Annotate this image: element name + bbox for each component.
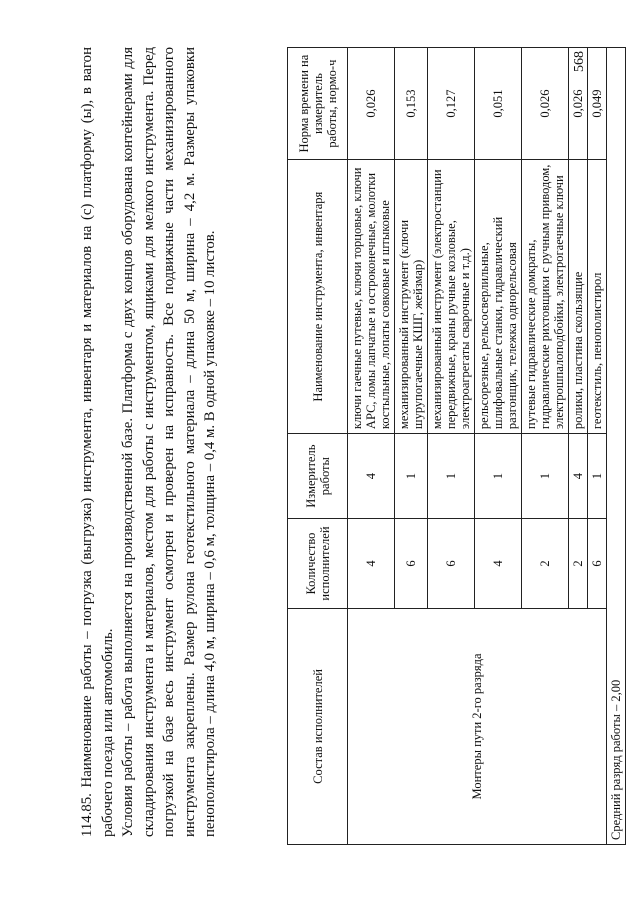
work-heading: 114.85. Наименование работы – погрузка (выгрузка) инструмента, инвентаря и материалов на (с) платформу (ы), в вагон рабочего поезда или автомобиль. [79,47,116,837]
count-cell: 2 [522,519,569,609]
table-header-row [288,48,348,845]
tools-cell: ролики, пластина скользящие [569,160,588,434]
header-meter: Измеритель работы [288,434,348,519]
tools-cell: путевые гидравлические домкраты, гидравлические рихтовщики с ручным приводом, электрошпалоподбойки, электрогаечные ключи [522,160,569,434]
header-staff: Состав исполнителей [288,608,348,844]
tools-cell: механизированный инструмент (ключи шурупогаечные КШГ, жейзмар) [395,160,428,434]
meter-cell: 1 [395,434,428,519]
header-count: Количество исполнителей [288,519,348,609]
norm-cell: 0,153 [395,48,428,160]
time-norms-table [287,47,626,845]
work-description [77,47,221,837]
meter-cell: 1 [475,434,522,519]
rotated-page [42,22,623,877]
norm-cell: 0,051 [475,48,522,160]
count-cell: 4 [475,519,522,609]
meter-cell: 1 [428,434,475,519]
meter-cell: 1 [588,434,607,519]
header-norm: Норма времени на измеритель работы, нормо-ч [288,48,348,160]
meter-cell: 4 [569,434,588,519]
table-row [348,48,395,845]
table-footer-row [607,48,626,845]
tools-cell: ключи гаечные путевые, ключи торцовые, ключи АРС, ломы лапчатые и остроконечные, молотки костыльные, лопаты совковые и штыковые [348,160,395,434]
header-tools: Наименование инструмента, инвентаря [288,160,348,434]
norm-cell: 0,026 [348,48,395,160]
count-cell: 6 [395,519,428,609]
work-conditions: Условия работы – работа выполняется на производственной базе. Платформа с двух концов оборудована контейнерами для складирования инструмента и материалов, местом для работы с инструментом, ящиками для мелкого инструмента. Перед погрузкой на базе весь инструмент осмотрен и проверен на исправность. Все подвижные части механизированного инструмента закреплены. Размер рулона геотекстильного материала – длина 50 м, ширина – 4,2 м. Размеры упаковки пенополистирола – длина 4,0 м, ширина – 0,6 м, толщина – 0,4 м. В одной упаковке – 10 листов. [120,47,218,837]
meter-cell: 4 [348,434,395,519]
tools-cell: рельсорезные, рельсосверлильные, шлифовальные станки, гидравлический разгонщик, тележка однорельсовая [475,160,522,434]
meter-cell: 1 [522,434,569,519]
page-number: 568 [572,51,587,72]
average-grade: Средний разряд работы – 2,00 [607,48,626,845]
tools-cell: геотекстиль, пенополистирол [588,160,607,434]
norm-cell: 0,127 [428,48,475,160]
count-cell: 4 [348,519,395,609]
norm-cell: 0,026 [569,48,588,160]
staff-cell: Монтеры пути 2-го разряда [348,608,607,844]
norm-cell: 0,026 [522,48,569,160]
tools-cell: механизированный инструмент (электростанции передвижные, краны ручные козловые, электроагрегаты сварочные и т.д.) [428,160,475,434]
count-cell: 2 [569,519,588,609]
norm-cell: 0,049 [588,48,607,160]
count-cell: 6 [588,519,607,609]
count-cell: 6 [428,519,475,609]
